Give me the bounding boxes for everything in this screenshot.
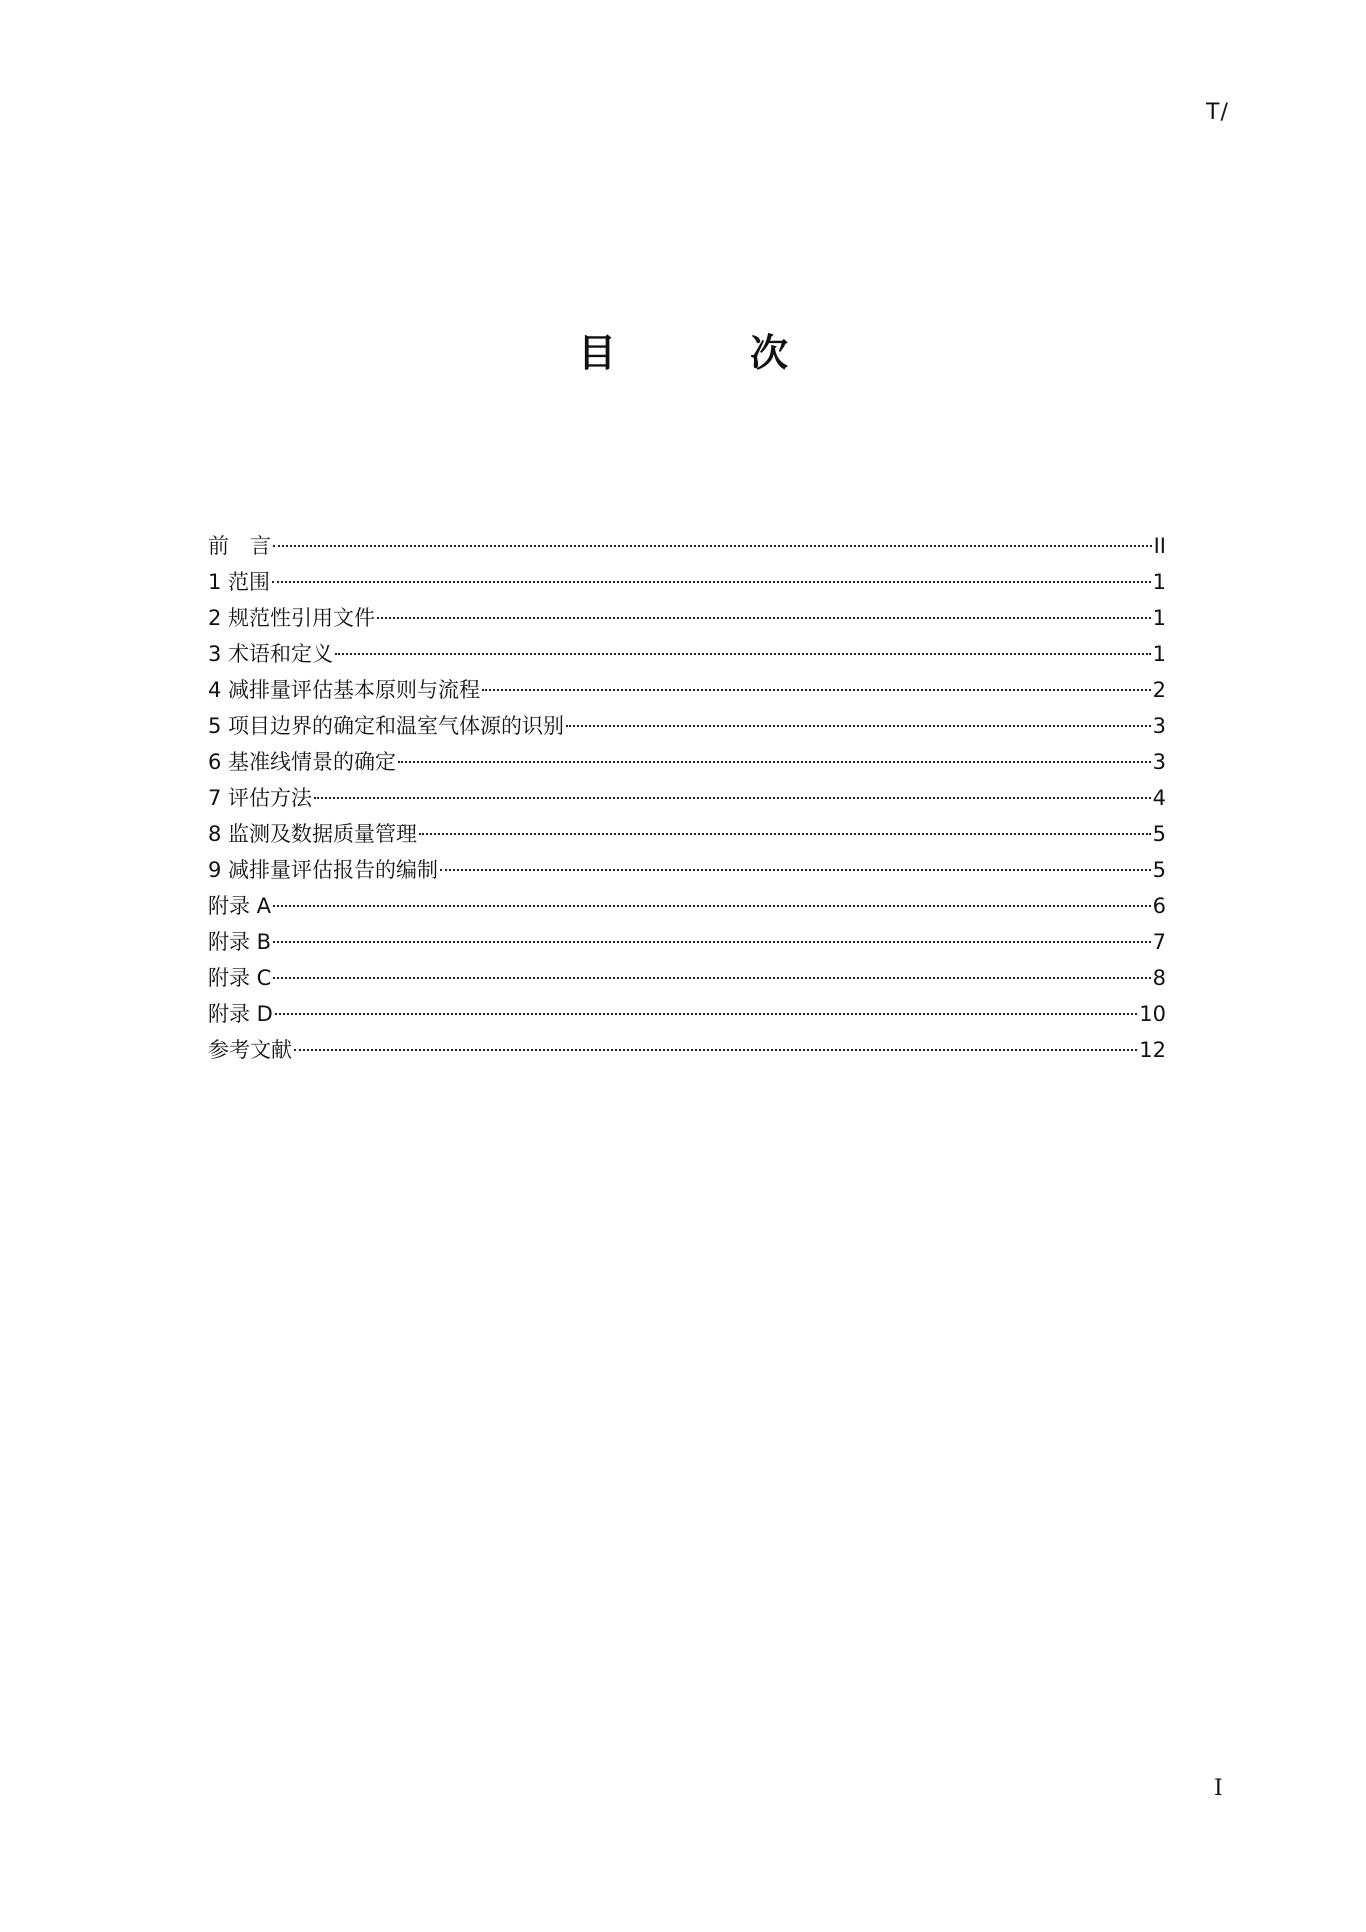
toc-entry-page: 3 [1152, 714, 1166, 738]
dot-leader [273, 977, 1150, 979]
toc-entry-label: 附录 B [208, 930, 272, 954]
toc-entry-page: 12 [1139, 1038, 1166, 1062]
dot-leader [273, 905, 1151, 907]
toc-entry-baseline-scenario[interactable] [208, 744, 1166, 780]
dot-leader [314, 797, 1151, 799]
toc-entry-page: 10 [1139, 1002, 1166, 1026]
dot-leader [273, 545, 1152, 547]
document-code: T/ [1206, 100, 1229, 125]
dot-leader [377, 617, 1151, 619]
toc-entry-label: 附录 C [208, 966, 272, 990]
toc-title: 目 次 [577, 331, 836, 375]
toc-entry-label: 参考文献 [208, 1038, 292, 1062]
dot-leader [482, 689, 1151, 691]
toc-entry-page: 3 [1152, 750, 1166, 774]
dot-leader [398, 761, 1151, 763]
dot-leader [419, 833, 1151, 835]
dot-leader [294, 1049, 1137, 1051]
dot-leader [272, 581, 1151, 583]
toc-entry-appendix-d[interactable] [208, 996, 1166, 1032]
table-of-contents [208, 528, 1166, 1068]
toc-entry-appendix-c[interactable] [208, 960, 1166, 996]
toc-entry-page: 2 [1152, 678, 1166, 702]
toc-entry-appendix-a[interactable] [208, 888, 1166, 924]
toc-entry-page: 7 [1152, 930, 1166, 954]
toc-entry-label: 8 监测及数据质量管理 [208, 822, 418, 846]
dot-leader [275, 1013, 1137, 1015]
toc-entry-assessment-methods[interactable] [208, 780, 1166, 816]
toc-entry-label: 前 言 [208, 534, 271, 558]
toc-entry-label: 9 减排量评估报告的编制 [208, 858, 439, 882]
toc-entry-bibliography[interactable] [208, 1032, 1166, 1068]
toc-entry-page: 1 [1152, 606, 1166, 630]
toc-entry-page: 8 [1152, 966, 1166, 990]
toc-entry-normative-references[interactable] [208, 600, 1166, 636]
toc-entry-label: 2 规范性引用文件 [208, 606, 376, 630]
toc-entry-label: 5 项目边界的确定和温室气体源的识别 [208, 714, 565, 738]
dot-leader [440, 869, 1151, 871]
toc-entry-label: 7 评估方法 [208, 786, 313, 810]
dot-leader [566, 725, 1151, 727]
dot-leader [335, 653, 1151, 655]
toc-entry-label: 附录 D [208, 1002, 273, 1026]
toc-entry-page: II [1153, 534, 1166, 558]
toc-entry-principles-process[interactable] [208, 672, 1166, 708]
toc-entry-label: 1 范围 [208, 570, 271, 594]
toc-entry-monitoring-quality[interactable] [208, 816, 1166, 852]
toc-entry-foreword[interactable] [208, 528, 1166, 564]
toc-entry-page: 4 [1152, 786, 1166, 810]
dot-leader [273, 941, 1151, 943]
toc-entry-report-preparation[interactable] [208, 852, 1166, 888]
toc-entry-project-boundary[interactable] [208, 708, 1166, 744]
toc-entry-page: 5 [1152, 858, 1166, 882]
toc-entry-scope[interactable] [208, 564, 1166, 600]
toc-entry-terms-definitions[interactable] [208, 636, 1166, 672]
toc-entry-page: 1 [1152, 570, 1166, 594]
toc-entry-page: 5 [1152, 822, 1166, 846]
toc-entry-page: 1 [1152, 642, 1166, 666]
toc-entry-label: 附录 A [208, 894, 272, 918]
toc-entry-appendix-b[interactable] [208, 924, 1166, 960]
toc-entry-label: 4 减排量评估基本原则与流程 [208, 678, 481, 702]
toc-entry-page: 6 [1152, 894, 1166, 918]
toc-entry-label: 3 术语和定义 [208, 642, 334, 666]
toc-entry-label: 6 基准线情景的确定 [208, 750, 397, 774]
page-number: I [1214, 1776, 1223, 1801]
